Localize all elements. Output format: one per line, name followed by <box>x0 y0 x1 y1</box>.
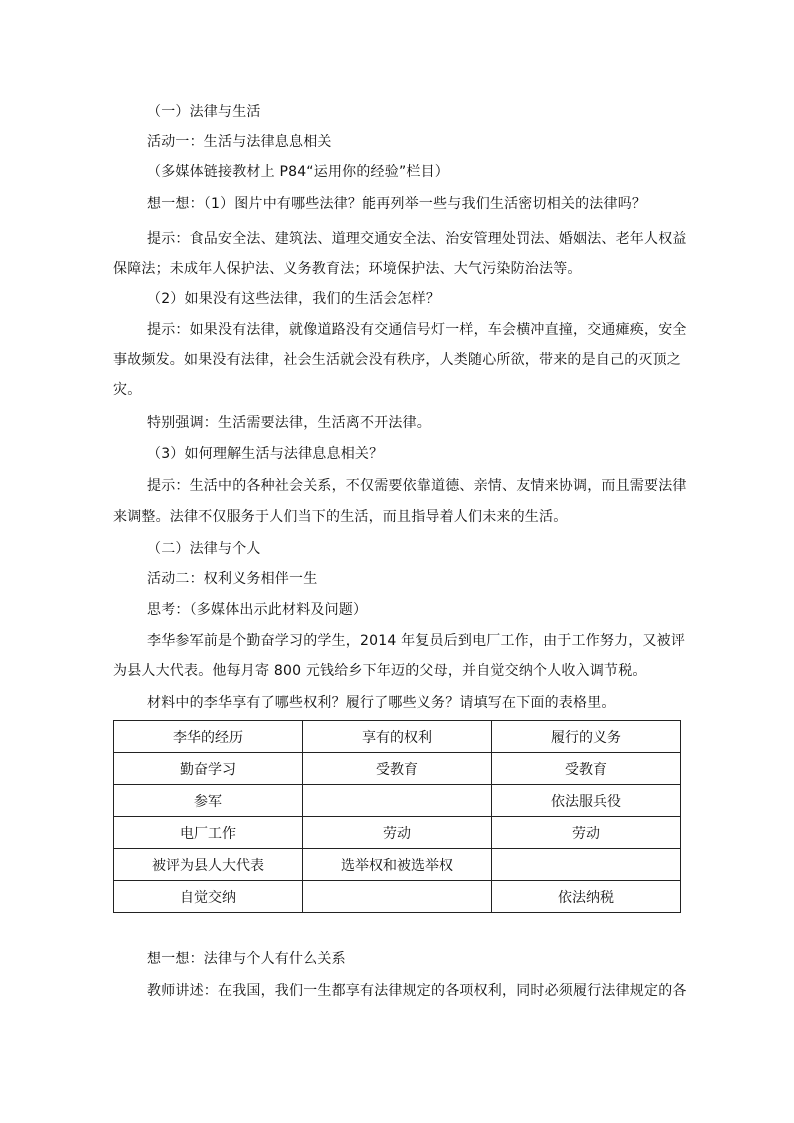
section-heading: （二）法律与个人 <box>147 541 261 557</box>
table-cell <box>303 785 492 817</box>
table-cell: 自觉交纳 <box>114 881 303 913</box>
section-heading: （一）法律与生活 <box>147 104 261 120</box>
activity-title: 活动二：权利义务相伴一生 <box>147 571 318 587</box>
table-cell: 劳动 <box>492 817 681 849</box>
table-row <box>114 817 681 849</box>
paragraph-line: 提示：食品安全法、建筑法、道理交通安全法、治安管理处罚法、婚姻法、老年人权益 <box>147 231 687 247</box>
activity-title: 活动一：生活与法律息息相关 <box>147 134 332 150</box>
paragraph-line: 为县人大代表。他每月寄 800 元钱给乡下年迈的父母，并自觉交纳个人收入调节税。 <box>113 663 647 679</box>
paragraph-line: 灾。 <box>113 382 142 398</box>
table-cell: 勤奋学习 <box>114 753 303 785</box>
table-row <box>114 881 681 913</box>
paragraph-line: 材料中的李华享有了哪些权利？履行了哪些义务？请填写在下面的表格里。 <box>147 695 616 711</box>
paragraph-line: 保障法；未成年人保护法、义务教育法；环境保护法、大气污染防治法等。 <box>113 261 582 277</box>
paragraph-line: 来调整。法律不仅服务于人们当下的生活，而且指导着人们未来的生活。 <box>113 509 568 525</box>
table-cell: 受教育 <box>303 753 492 785</box>
table-header-cell: 履行的义务 <box>492 721 681 753</box>
table-cell: 电厂工作 <box>114 817 303 849</box>
question-line: 想一想：法律与个人有什么关系 <box>147 951 346 967</box>
question-line: （2）如果没有这些法律，我们的生活会怎样？ <box>147 291 441 307</box>
table-cell: 劳动 <box>303 817 492 849</box>
table-cell <box>492 849 681 881</box>
table-row <box>114 753 681 785</box>
table-header-row <box>114 721 681 753</box>
table-cell: 受教育 <box>492 753 681 785</box>
table-header-cell: 李华的经历 <box>114 721 303 753</box>
paragraph-line: 提示：生活中的各种社会关系，不仅需要依靠道德、亲情、友情来协调，而且需要法律 <box>147 478 687 494</box>
table-header-cell: 享有的权利 <box>303 721 492 753</box>
table-cell: 依法纳税 <box>492 881 681 913</box>
paragraph-line: 教师讲述：在我国，我们一生都享有法律规定的各项权利，同时必须履行法律规定的各 <box>147 983 687 999</box>
paragraph-line: （多媒体链接教材上 P84“运用你的经验”栏目） <box>147 164 450 180</box>
paragraph-line: 李华参军前是个勤奋学习的学生，2014 年复员后到电厂工作，由于工作努力，又被评 <box>147 633 686 649</box>
table-cell: 依法服兵役 <box>492 785 681 817</box>
table-cell: 选举权和被选举权 <box>303 849 492 881</box>
table-row <box>114 785 681 817</box>
question-line: 想一想：（1）图片中有哪些法律？能再列举一些与我们生活密切相关的法律吗？ <box>147 196 647 212</box>
rights-duties-table <box>113 720 681 913</box>
table-cell: 被评为县人大代表 <box>114 849 303 881</box>
table-cell <box>303 881 492 913</box>
emphasis-line: 特别强调：生活需要法律，生活离不开法律。 <box>147 415 431 431</box>
paragraph-line: 事故频发。如果没有法律，社会生活就会没有秩序，人类随心所欲，带来的是自己的灭顶之 <box>113 352 681 368</box>
question-line: （3）如何理解生活与法律息息相关？ <box>147 446 384 462</box>
paragraph-line: 提示：如果没有法律，就像道路没有交通信号灯一样，车会横冲直撞，交通瘫痪，安全 <box>147 322 687 338</box>
table-row <box>114 849 681 881</box>
table-cell: 参军 <box>114 785 303 817</box>
paragraph-line: 思考：（多媒体出示此材料及问题） <box>147 602 368 618</box>
